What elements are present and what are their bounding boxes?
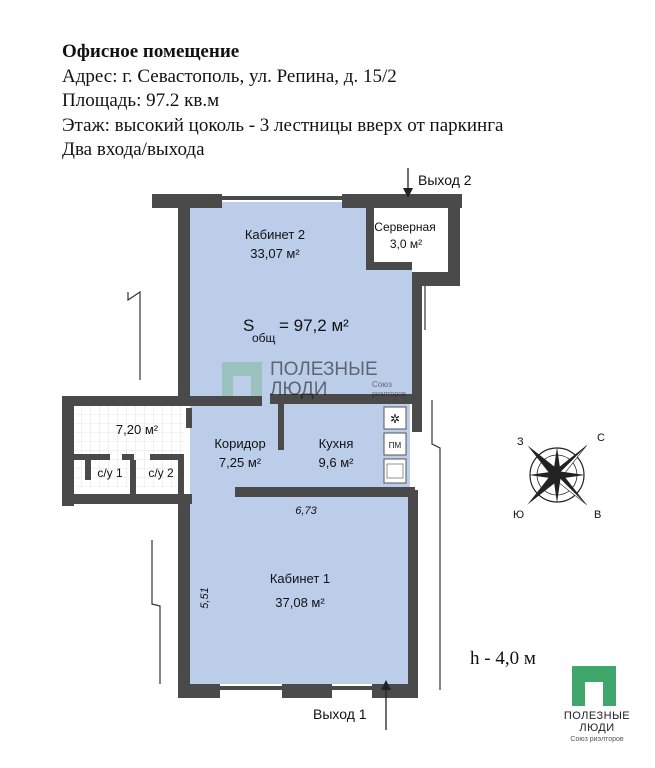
listing-floor: Этаж: высокий цоколь - 3 лестницы вверх от паркинга xyxy=(62,114,504,136)
right-break-line xyxy=(432,400,440,690)
watermark-line-2: ЛЮДИ xyxy=(270,379,328,400)
compass-rose xyxy=(498,416,617,535)
office-1-top-wall xyxy=(235,487,415,497)
brand-logo-line-2: ЛЮДИ xyxy=(579,722,615,734)
wc-divider-wall xyxy=(130,460,136,496)
exit-1-label: Выход 1 xyxy=(313,706,367,722)
listing-address: Адрес: г. Севастополь, ул. Репина, д. 15/2 xyxy=(62,65,397,87)
hall-area: 7,20 м² xyxy=(115,422,159,437)
wc-1-name: с/у 1 xyxy=(97,466,123,480)
hall-door-jamb xyxy=(186,408,192,428)
total-area-subscript: общ xyxy=(252,331,276,345)
total-area-value: = 97,2 м² xyxy=(279,316,349,335)
bottom-wall-middle xyxy=(282,684,332,698)
wc-bottom-wall xyxy=(62,494,192,504)
compass-north: С xyxy=(597,432,605,444)
wc-1-inner-wall xyxy=(85,460,91,480)
width-dimension: 6,73 xyxy=(295,505,317,517)
kitchen-left-wall xyxy=(278,404,284,450)
top-window xyxy=(222,196,342,200)
listing-area: Площадь: 97.2 кв.м xyxy=(62,90,220,111)
server-room-area: 3,0 м² xyxy=(389,237,423,251)
watermark-sub-2: риэлторов xyxy=(372,391,406,398)
top-wall-right xyxy=(342,194,462,208)
listing-title: Офисное помещение xyxy=(62,41,240,62)
server-room-fill xyxy=(374,208,412,264)
hall-top-wall xyxy=(62,396,262,406)
office-2-name: Кабинет 2 xyxy=(244,227,306,242)
right-wall-lower xyxy=(408,490,418,690)
brand-logo-sub: Союз риэлторов xyxy=(570,736,624,743)
server-wall-left xyxy=(366,206,374,268)
compass-east: В xyxy=(594,509,602,521)
depth-dimension: 5,51 xyxy=(199,587,211,609)
brand-logo-spacer xyxy=(552,660,642,710)
wc-door-post xyxy=(122,454,134,460)
listing-entrances: Два входа/выхода xyxy=(62,139,205,160)
left-lower-break-line xyxy=(152,540,160,684)
left-break-line xyxy=(128,292,140,380)
brand-logo-line-1: ПОЛЕЗНЫЕ xyxy=(563,710,631,722)
corridor-area: 7,25 м² xyxy=(218,455,262,470)
right-wall-upper xyxy=(412,272,422,432)
bottom-window-left xyxy=(220,686,282,690)
server-room-name: Серверная xyxy=(374,220,436,234)
left-wall-upper xyxy=(178,194,190,404)
compass-south: Ю xyxy=(513,509,525,521)
brand-logo xyxy=(552,660,642,743)
exit-2-label: Выход 2 xyxy=(418,172,472,188)
corridor-name: Коридор xyxy=(214,436,266,451)
bottom-wall-left xyxy=(178,684,220,698)
office-2-area: 33,07 м² xyxy=(250,246,300,261)
watermark-sub-1: Союз xyxy=(372,380,392,389)
office-1-name: Кабинет 1 xyxy=(269,571,331,586)
exit-2-marker xyxy=(403,168,472,198)
compass-west: З xyxy=(517,436,524,448)
ceiling-height: h - 4,0 м xyxy=(470,648,536,669)
server-wall-bottom xyxy=(366,262,412,270)
wc-2-top-wall xyxy=(150,454,184,460)
bottom-window-right xyxy=(332,686,372,690)
stove-icon: ✲ xyxy=(389,412,401,426)
watermark-line-1: ПОЛЕЗНЫЕ xyxy=(270,359,378,380)
wc-1-top-wall xyxy=(66,454,110,460)
fridge-label: ПМ xyxy=(388,441,402,450)
bottom-wall-right xyxy=(372,684,418,698)
kitchen-area: 9,6 м² xyxy=(318,455,354,470)
wc-2-right-wall xyxy=(178,460,184,494)
wc-2-name: с/у 2 xyxy=(148,466,174,480)
hall-left-wall xyxy=(62,396,74,506)
total-area-prefix: S xyxy=(243,316,255,335)
kitchen-appliances xyxy=(384,407,406,483)
office-1-area: 37,08 м² xyxy=(275,595,325,610)
left-wall-lower xyxy=(178,494,190,684)
kitchen-name: Кухня xyxy=(318,436,354,451)
